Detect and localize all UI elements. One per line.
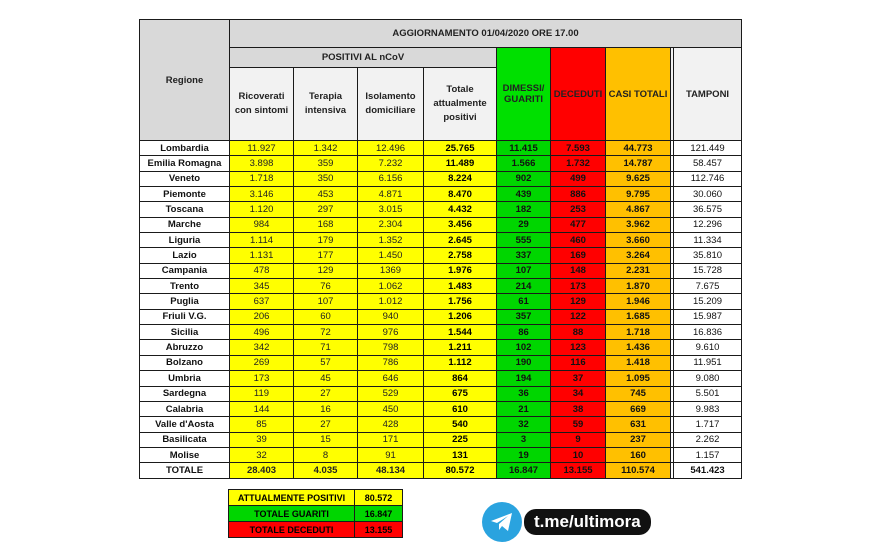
summary-value: 16.847 — [355, 506, 403, 522]
cell-regione: Lombardia — [140, 141, 230, 156]
cell-deceduti: 7.593 — [551, 141, 606, 156]
cell-isolamento: 428 — [358, 417, 424, 432]
cell-tamponi: 1.717 — [674, 417, 742, 432]
cell-terapia: 71 — [294, 340, 358, 355]
table-row — [140, 263, 742, 278]
cell-casi: 3.660 — [606, 233, 671, 248]
cell-totale: 131 — [424, 447, 497, 462]
cell-isolamento: 1.450 — [358, 248, 424, 263]
cell-dimessi: 61 — [497, 294, 551, 309]
cell-totale: 4.432 — [424, 202, 497, 217]
cell-totale: 675 — [424, 386, 497, 401]
cell-terapia: 1.342 — [294, 141, 358, 156]
cell-tamponi: 9.080 — [674, 371, 742, 386]
cell-regione: Liguria — [140, 233, 230, 248]
cell-deceduti: 173 — [551, 279, 606, 294]
cell-casi: 3.264 — [606, 248, 671, 263]
cell-dimessi: 86 — [497, 325, 551, 340]
cell-deceduti: 116 — [551, 355, 606, 370]
cell-dimessi: 29 — [497, 217, 551, 232]
table-row — [140, 386, 742, 401]
cell-isolamento: 976 — [358, 325, 424, 340]
cell-regione: Trento — [140, 279, 230, 294]
cell-dimessi: 182 — [497, 202, 551, 217]
cell-totale: 540 — [424, 417, 497, 432]
cell-deceduti: 37 — [551, 371, 606, 386]
cell-dimessi: 102 — [497, 340, 551, 355]
cell-isolamento: 3.015 — [358, 202, 424, 217]
cell-totale: 11.489 — [424, 156, 497, 171]
table-row — [140, 187, 742, 202]
cell-ricoverati: 206 — [230, 309, 294, 324]
table-row — [140, 294, 742, 309]
cell-tamponi: 15.209 — [674, 294, 742, 309]
cell-deceduti: 1.732 — [551, 156, 606, 171]
cell-regione: Abruzzo — [140, 340, 230, 355]
cell-casi: 2.231 — [606, 263, 671, 278]
header-dimessi: DIMESSI/ GUARITI — [497, 48, 551, 141]
cell-tamponi: 11.334 — [674, 233, 742, 248]
header-regione: Regione — [140, 20, 230, 141]
table-row — [140, 233, 742, 248]
cell-regione: Puglia — [140, 294, 230, 309]
cell-dimessi: 337 — [497, 248, 551, 263]
cell-isolamento: 48.134 — [358, 463, 424, 478]
cell-tamponi: 121.449 — [674, 141, 742, 156]
cell-isolamento: 1.062 — [358, 279, 424, 294]
cell-ricoverati: 1.114 — [230, 233, 294, 248]
table-row — [140, 309, 742, 324]
table-row — [140, 202, 742, 217]
table-row — [140, 156, 742, 171]
cell-tamponi: 35.810 — [674, 248, 742, 263]
cell-deceduti: 38 — [551, 401, 606, 416]
cell-ricoverati: 637 — [230, 294, 294, 309]
cell-isolamento: 171 — [358, 432, 424, 447]
cell-isolamento: 91 — [358, 447, 424, 462]
cell-regione: Friuli V.G. — [140, 309, 230, 324]
cell-deceduti: 13.155 — [551, 463, 606, 478]
cell-totale: 1.544 — [424, 325, 497, 340]
cell-ricoverati: 1.131 — [230, 248, 294, 263]
cell-ricoverati: 85 — [230, 417, 294, 432]
cell-ricoverati: 119 — [230, 386, 294, 401]
cell-regione: Marche — [140, 217, 230, 232]
cell-dimessi: 214 — [497, 279, 551, 294]
cell-dimessi: 194 — [497, 371, 551, 386]
summary-label: ATTUALMENTE POSITIVI — [229, 490, 355, 506]
cell-regione: Campania — [140, 263, 230, 278]
table-row — [140, 340, 742, 355]
cell-dimessi: 19 — [497, 447, 551, 462]
cell-terapia: 45 — [294, 371, 358, 386]
cell-casi: 1.418 — [606, 355, 671, 370]
cell-tamponi: 30.060 — [674, 187, 742, 202]
cell-casi: 631 — [606, 417, 671, 432]
cell-casi: 669 — [606, 401, 671, 416]
cell-regione: Bolzano — [140, 355, 230, 370]
table-body — [140, 141, 742, 479]
header-deceduti: DECEDUTI — [551, 48, 606, 141]
cell-deceduti: 253 — [551, 202, 606, 217]
table-row — [140, 447, 742, 462]
cell-deceduti: 123 — [551, 340, 606, 355]
cell-terapia: 359 — [294, 156, 358, 171]
header-casi-totali: CASI TOTALI — [606, 48, 671, 141]
table-row — [140, 417, 742, 432]
cell-dimessi: 555 — [497, 233, 551, 248]
table-row — [140, 371, 742, 386]
summary-label: TOTALE GUARITI — [229, 506, 355, 522]
cell-casi: 9.795 — [606, 187, 671, 202]
table-row — [140, 401, 742, 416]
cell-tamponi: 2.262 — [674, 432, 742, 447]
cell-tamponi: 11.951 — [674, 355, 742, 370]
cell-regione: Umbria — [140, 371, 230, 386]
cell-isolamento: 4.871 — [358, 187, 424, 202]
cell-terapia: 179 — [294, 233, 358, 248]
cell-ricoverati: 345 — [230, 279, 294, 294]
cell-terapia: 60 — [294, 309, 358, 324]
cell-ricoverati: 32 — [230, 447, 294, 462]
cell-dimessi: 357 — [497, 309, 551, 324]
cell-casi: 1.870 — [606, 279, 671, 294]
cell-casi: 44.773 — [606, 141, 671, 156]
cell-dimessi: 16.847 — [497, 463, 551, 478]
cell-regione: Toscana — [140, 202, 230, 217]
cell-totale: 1.211 — [424, 340, 497, 355]
cell-totale: 1.112 — [424, 355, 497, 370]
cell-totale: 1.756 — [424, 294, 497, 309]
telegram-badge[interactable] — [482, 502, 651, 542]
cell-tamponi: 9.610 — [674, 340, 742, 355]
cell-terapia: 453 — [294, 187, 358, 202]
cell-totale: 25.765 — [424, 141, 497, 156]
cell-terapia: 76 — [294, 279, 358, 294]
cell-casi: 160 — [606, 447, 671, 462]
cell-ricoverati: 984 — [230, 217, 294, 232]
cell-isolamento: 786 — [358, 355, 424, 370]
cell-ricoverati: 1.120 — [230, 202, 294, 217]
cell-totale: 8.470 — [424, 187, 497, 202]
cell-terapia: 350 — [294, 171, 358, 186]
cell-isolamento: 12.496 — [358, 141, 424, 156]
cell-tamponi: 15.987 — [674, 309, 742, 324]
cell-totale: 864 — [424, 371, 497, 386]
summary-row — [229, 522, 403, 538]
cell-deceduti: 886 — [551, 187, 606, 202]
cell-regione: Valle d'Aosta — [140, 417, 230, 432]
cell-ricoverati: 3.146 — [230, 187, 294, 202]
cell-isolamento: 2.304 — [358, 217, 424, 232]
cell-tamponi: 1.157 — [674, 447, 742, 462]
cell-isolamento: 940 — [358, 309, 424, 324]
cell-ricoverati: 28.403 — [230, 463, 294, 478]
cell-casi: 1.095 — [606, 371, 671, 386]
summary-label: TOTALE DECEDUTI — [229, 522, 355, 538]
covid-regional-table — [139, 19, 742, 479]
cell-casi: 1.436 — [606, 340, 671, 355]
cell-tamponi: 12.296 — [674, 217, 742, 232]
cell-terapia: 4.035 — [294, 463, 358, 478]
cell-regione: Basilicata — [140, 432, 230, 447]
cell-regione: Calabria — [140, 401, 230, 416]
telegram-icon — [482, 502, 522, 542]
cell-regione: Sicilia — [140, 325, 230, 340]
cell-regione: Molise — [140, 447, 230, 462]
header-terapia: Terapia intensiva — [294, 68, 358, 141]
table-row — [140, 217, 742, 232]
cell-dimessi: 107 — [497, 263, 551, 278]
cell-dimessi: 439 — [497, 187, 551, 202]
cell-ricoverati: 173 — [230, 371, 294, 386]
telegram-handle[interactable]: t.me/ultimora — [524, 509, 651, 535]
cell-deceduti: 169 — [551, 248, 606, 263]
cell-ricoverati: 496 — [230, 325, 294, 340]
cell-tamponi: 5.501 — [674, 386, 742, 401]
cell-casi: 1.946 — [606, 294, 671, 309]
cell-dimessi: 36 — [497, 386, 551, 401]
header-positivi-group: POSITIVI AL nCoV — [230, 48, 497, 68]
cell-totale: 610 — [424, 401, 497, 416]
cell-terapia: 107 — [294, 294, 358, 309]
cell-regione: Lazio — [140, 248, 230, 263]
cell-ricoverati: 478 — [230, 263, 294, 278]
cell-tamponi: 36.575 — [674, 202, 742, 217]
cell-dimessi: 21 — [497, 401, 551, 416]
cell-regione: Emilia Romagna — [140, 156, 230, 171]
cell-deceduti: 122 — [551, 309, 606, 324]
table-row — [140, 141, 742, 156]
table-row — [140, 325, 742, 340]
header-ricoverati: Ricoverati con sintomi — [230, 68, 294, 141]
cell-dimessi: 902 — [497, 171, 551, 186]
cell-totale: 8.224 — [424, 171, 497, 186]
cell-deceduti: 129 — [551, 294, 606, 309]
cell-totale: 225 — [424, 432, 497, 447]
cell-terapia: 27 — [294, 386, 358, 401]
summary-value: 80.572 — [355, 490, 403, 506]
cell-totale: 1.206 — [424, 309, 497, 324]
cell-casi: 14.787 — [606, 156, 671, 171]
cell-dimessi: 32 — [497, 417, 551, 432]
cell-deceduti: 9 — [551, 432, 606, 447]
cell-deceduti: 10 — [551, 447, 606, 462]
cell-terapia: 16 — [294, 401, 358, 416]
header-totale-positivi: Totale attualmente positivi — [424, 68, 497, 141]
update-title: AGGIORNAMENTO 01/04/2020 ORE 17.00 — [230, 20, 742, 48]
cell-terapia: 8 — [294, 447, 358, 462]
cell-casi: 1.685 — [606, 309, 671, 324]
cell-totale: 2.645 — [424, 233, 497, 248]
cell-deceduti: 148 — [551, 263, 606, 278]
cell-deceduti: 499 — [551, 171, 606, 186]
cell-regione: Piemonte — [140, 187, 230, 202]
cell-deceduti: 477 — [551, 217, 606, 232]
cell-casi: 9.625 — [606, 171, 671, 186]
cell-terapia: 297 — [294, 202, 358, 217]
cell-ricoverati: 11.927 — [230, 141, 294, 156]
summary-row — [229, 506, 403, 522]
cell-casi: 110.574 — [606, 463, 671, 478]
cell-isolamento: 1369 — [358, 263, 424, 278]
table-row — [140, 355, 742, 370]
cell-tamponi: 9.983 — [674, 401, 742, 416]
cell-casi: 3.962 — [606, 217, 671, 232]
cell-casi: 4.867 — [606, 202, 671, 217]
cell-deceduti: 59 — [551, 417, 606, 432]
cell-isolamento: 450 — [358, 401, 424, 416]
cell-terapia: 177 — [294, 248, 358, 263]
cell-tamponi: 16.836 — [674, 325, 742, 340]
header-isolamento: Isolamento domiciliare — [358, 68, 424, 141]
cell-totale: 1.976 — [424, 263, 497, 278]
cell-isolamento: 1.012 — [358, 294, 424, 309]
cell-isolamento: 7.232 — [358, 156, 424, 171]
table-row — [140, 171, 742, 186]
table-row — [140, 279, 742, 294]
summary-row — [229, 490, 403, 506]
summary-value: 13.155 — [355, 522, 403, 538]
cell-totale: 80.572 — [424, 463, 497, 478]
cell-tamponi: 15.728 — [674, 263, 742, 278]
cell-dimessi: 3 — [497, 432, 551, 447]
cell-isolamento: 6.156 — [358, 171, 424, 186]
cell-totale: 1.483 — [424, 279, 497, 294]
cell-terapia: 72 — [294, 325, 358, 340]
totals-row — [140, 463, 742, 478]
cell-terapia: 27 — [294, 417, 358, 432]
cell-dimessi: 11.415 — [497, 141, 551, 156]
cell-totale: 3.456 — [424, 217, 497, 232]
cell-dimessi: 190 — [497, 355, 551, 370]
cell-tamponi: 7.675 — [674, 279, 742, 294]
cell-terapia: 15 — [294, 432, 358, 447]
cell-dimessi: 1.566 — [497, 156, 551, 171]
cell-deceduti: 34 — [551, 386, 606, 401]
table-row — [140, 432, 742, 447]
cell-isolamento: 529 — [358, 386, 424, 401]
cell-deceduti: 460 — [551, 233, 606, 248]
cell-ricoverati: 3.898 — [230, 156, 294, 171]
cell-casi: 237 — [606, 432, 671, 447]
cell-ricoverati: 1.718 — [230, 171, 294, 186]
cell-isolamento: 646 — [358, 371, 424, 386]
cell-terapia: 57 — [294, 355, 358, 370]
cell-tamponi: 541.423 — [674, 463, 742, 478]
cell-ricoverati: 144 — [230, 401, 294, 416]
cell-isolamento: 798 — [358, 340, 424, 355]
cell-terapia: 129 — [294, 263, 358, 278]
cell-tamponi: 112.746 — [674, 171, 742, 186]
cell-totale: 2.758 — [424, 248, 497, 263]
cell-tamponi: 58.457 — [674, 156, 742, 171]
cell-isolamento: 1.352 — [358, 233, 424, 248]
summary-table — [228, 489, 403, 538]
cell-ricoverati: 342 — [230, 340, 294, 355]
cell-terapia: 168 — [294, 217, 358, 232]
cell-casi: 745 — [606, 386, 671, 401]
cell-regione: TOTALE — [140, 463, 230, 478]
header-tamponi: TAMPONI — [674, 48, 742, 141]
cell-regione: Veneto — [140, 171, 230, 186]
cell-casi: 1.718 — [606, 325, 671, 340]
cell-ricoverati: 269 — [230, 355, 294, 370]
cell-deceduti: 88 — [551, 325, 606, 340]
cell-regione: Sardegna — [140, 386, 230, 401]
table-row — [140, 248, 742, 263]
cell-ricoverati: 39 — [230, 432, 294, 447]
